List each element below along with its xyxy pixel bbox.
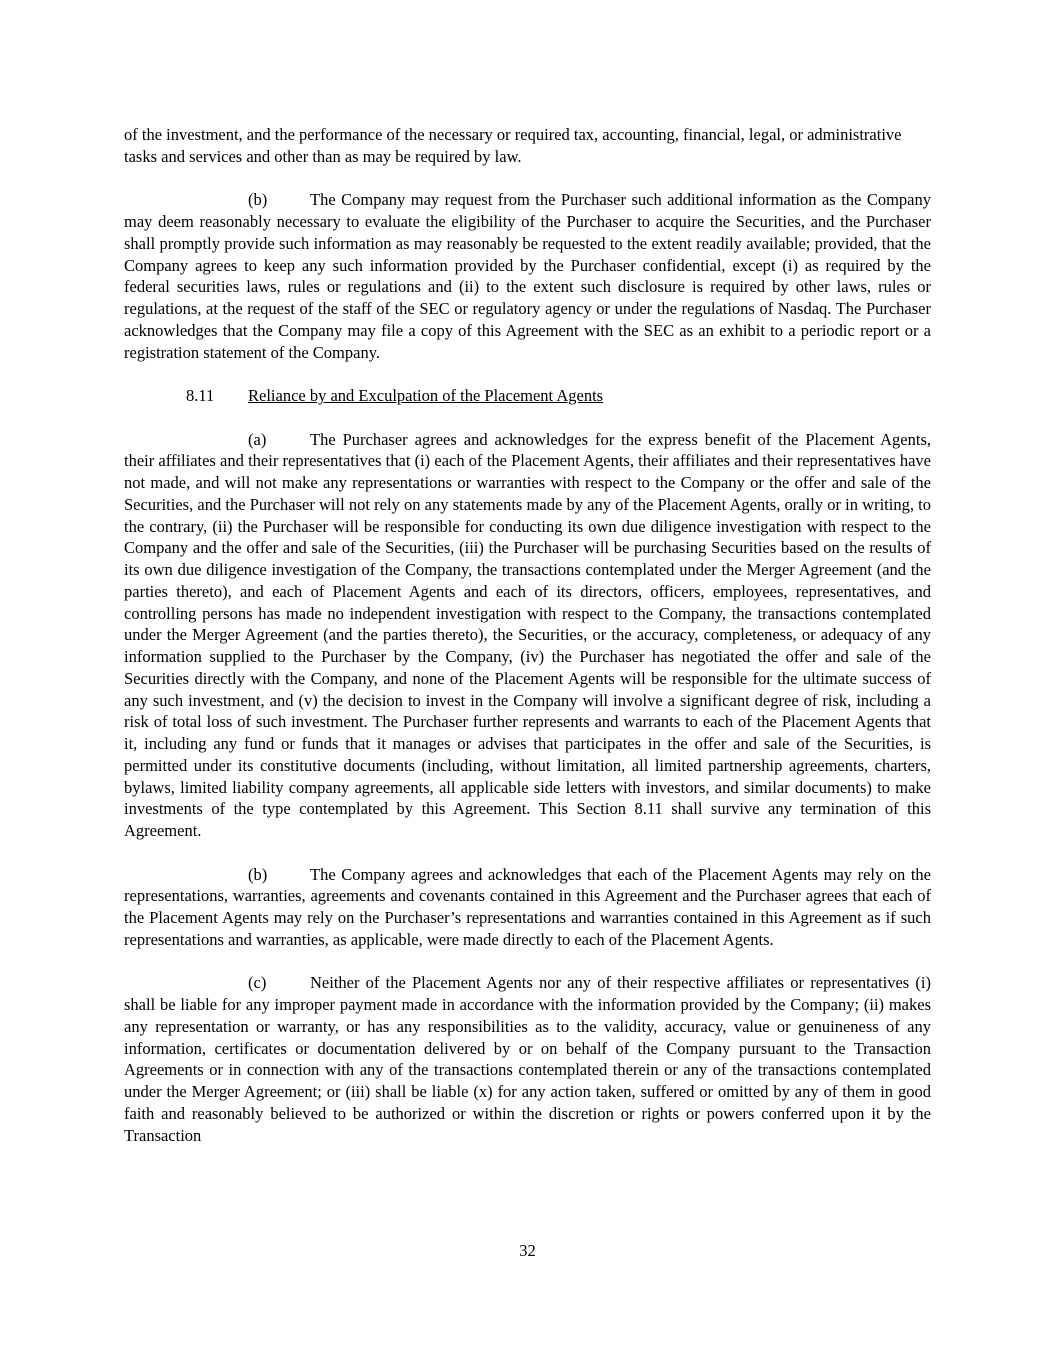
paragraph-text: The Company agrees and acknowledges that each of the Placement Agents may rely on the representations, warranties, agreements and covenants contained in this Agreement and the Purchaser agrees that each of the Placement Agents may rely on the Purchaser’s representations and warranties contained in this Agreement as if such representations and warranties, as applicable, were made directly to each of the Placement Agents.	[124, 864, 931, 949]
paragraph-text: Neither of the Placement Agents nor any of their respective affiliates or representatives (i) shall be liable for any improper payment made in accordance with the information provided by the Company; (ii) makes any representation or warranty, or has any responsibilities as to the validity, accuracy, value or genuineness of any information, certificates or documentation delivered by or on behalf of the Company pursuant to the Transaction Agreements or in connection with any of the transactions contemplated therein or any of the transactions contemplated under the Merger Agreement; or (iii) shall be liable (x) for any action taken, suffered or omitted by any of them in good faith and reasonably believed to be authorized or within the discretion or rights or powers conferred upon it by the Transaction	[124, 973, 931, 1145]
section-heading	[124, 385, 931, 407]
paragraph-b-information-request	[124, 189, 931, 363]
paragraph-a-reliance	[124, 429, 931, 842]
continuation-paragraph	[124, 124, 931, 168]
section-number: 8.11	[186, 386, 215, 405]
paragraph-b-company-acknowledgement	[124, 864, 931, 951]
paragraph-label: (b)	[248, 864, 268, 884]
document-body	[124, 124, 931, 1168]
paragraph-label: (a)	[248, 429, 267, 449]
paragraph-label: (b)	[248, 190, 268, 210]
continuation-text: of the investment, and the performance of the necessary or required tax, accounting, financial, legal, or administrative tasks and services and other than as may be required by law.	[124, 125, 902, 166]
paragraph-label: (c)	[248, 973, 267, 993]
section-title: Reliance by and Exculpation of the Placement Agents	[248, 386, 604, 405]
paragraph-c-exculpation	[124, 972, 931, 1146]
paragraph-text: The Purchaser agrees and acknowledges for the express benefit of the Placement Agents, their affiliates and their representatives that (i) each of the Placement Agents, their affiliates and their representatives have not made, and will not make any representations or warranties with respect to the Company or the offer and sale of the Securities, and the Purchaser will not rely on any statements made by any of the Placement Agents, orally or in writing, to the contrary, (ii) the Purchaser will be responsible for conducting its own due diligence investigation with respect to the Company and the offer and sale of the Securities, (iii) the Purchaser will be purchasing Securities based on the results of its own due diligence investigation of the Company, the transactions contemplated under the Merger Agreement (and the parties thereto), and each of Placement Agents and each of its directors, officers, employees, representatives, and controlling persons has made no independent investigation with respect to the Company, the transactions contemplated under the Merger Agreement (and the parties thereto), the Securities, or the accuracy, completeness, or adequacy of any information supplied to the Purchaser by the Company, (iv) the Purchaser has negotiated the offer and sale of the Securities directly with the Company, and none of the Placement Agents will be responsible for the ultimate success of any such investment, and (v) the decision to invest in the Company will involve a significant degree of risk, including a risk of total loss of such investment. The Purchaser further represents and warrants to each of the Placement Agents that it, including any fund or funds that it manages or advises that participates in the offer and sale of the Securities, is permitted under its constitutive documents (including, without limitation, all limited partnership agreements, charters, bylaws, limited liability company agreements, all applicable side letters with investors, and similar documents) to make investments of the type contemplated by this Agreement. This Section 8.11 shall survive any termination of this Agreement.	[124, 429, 931, 840]
page-number: 32	[519, 1241, 536, 1260]
paragraph-text: The Company may request from the Purchaser such additional information as the Company may deem reasonably necessary to evaluate the eligibility of the Purchaser to acquire the Securities, and the Purchaser shall promptly provide such information as may reasonably be requested to the extent readily available; provided, that the Company agrees to keep any such information provided by the Purchaser confidential, except (i) as required by the federal securities laws, rules or regulations and (ii) to the extent such disclosure is required by other laws, rules or regulations, at the request of the staff of the SEC or regulatory agency or under the regulations of Nasdaq. The Purchaser acknowledges that the Company may file a copy of this Agreement with the SEC as an exhibit to a periodic report or a registration statement of the Company.	[124, 190, 931, 362]
